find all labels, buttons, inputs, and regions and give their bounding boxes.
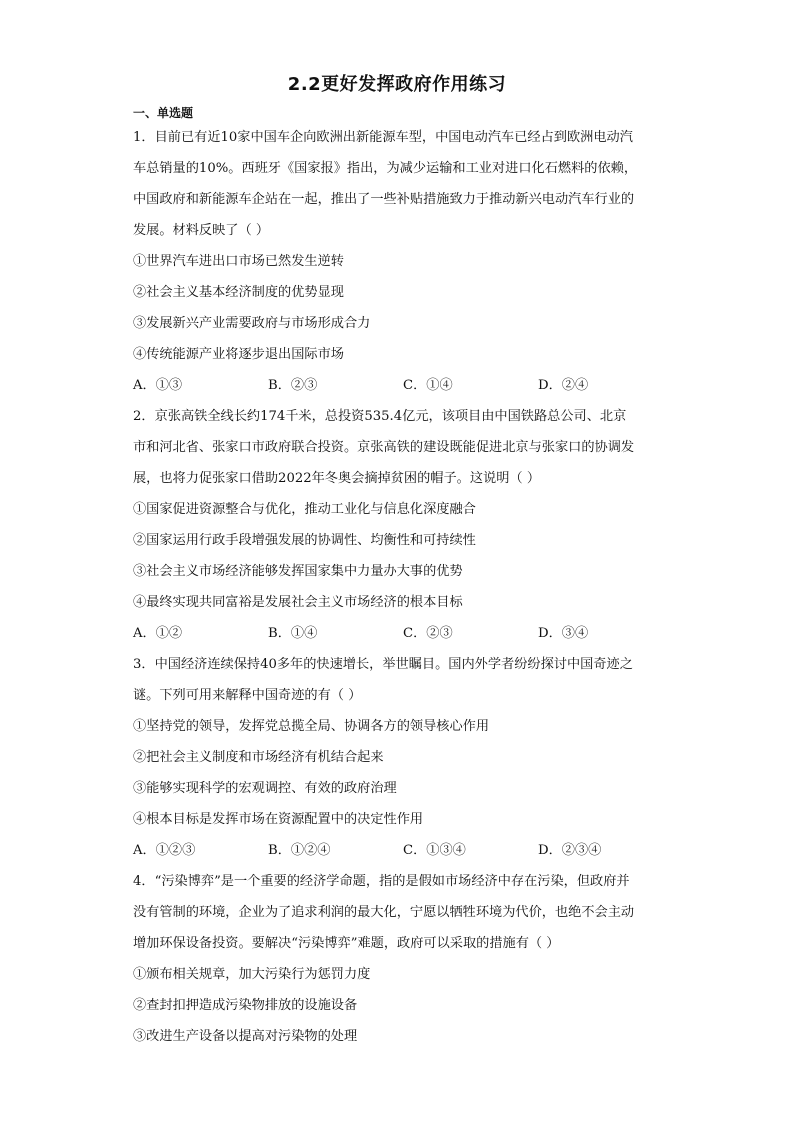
answer-option[interactable]: D．②④	[538, 378, 589, 393]
question-stem-line: 车总销量的10%。西班牙《国家报》指出，为减少运输和工业对进口化石燃料的依赖，	[133, 161, 638, 176]
question-stem-line: 增加环保设备投资。要解决“污染博弈”难题，政府可以采取的措施有（ ）	[133, 936, 560, 951]
answer-options	[133, 840, 673, 871]
question-stem-line: 3．中国经济连续保持40多年的快速增长，举世瞩目。国内外学者纷纷探讨中国奇迹之	[133, 657, 633, 672]
statement-item: ③社会主义市场经济能够发挥国家集中力量办大事的优势	[133, 564, 463, 579]
answer-option[interactable]: C．①③④	[403, 843, 466, 858]
statement-item: ④根本目标是发挥市场在资源配置中的决定性作用	[133, 812, 424, 827]
statement-item: ②国家运用行政手段增强发展的协调性、均衡性和可持续性	[133, 533, 476, 548]
question-stem-line: 中国政府和新能源车企站在一起，推出了一些补贴措施致力于推动新兴电动汽车行业的	[133, 192, 635, 207]
question-stem-line: 发展。材料反映了（ ）	[133, 223, 270, 238]
statement-item: ②查封扣押造成污染物排放的设施设备	[133, 998, 358, 1013]
answer-option[interactable]: B．②③	[268, 378, 318, 393]
question-1	[133, 127, 673, 406]
question-stem-line: 展，也将力促张家口借助2022年冬奥会摘掉贫困的帽子。这说明（ ）	[133, 471, 541, 486]
statement-item: ②把社会主义制度和市场经济有机结合起来	[133, 750, 384, 765]
question-4	[133, 871, 673, 1057]
statement-item: ③改进生产设备以提高对污染物的处理	[133, 1029, 358, 1044]
answer-options	[133, 623, 673, 654]
statement-item: ①坚持党的领导，发挥党总揽全局、协调各方的领导核心作用	[133, 719, 490, 734]
question-stem-line: 2．京张高铁全线长约174千米，总投资535.4亿元，该项目由中国铁路总公司、北京	[133, 409, 627, 424]
page-title: 2.2更好发挥政府作用练习	[287, 74, 507, 95]
statement-item: ③发展新兴产业需要政府与市场形成合力	[133, 316, 371, 331]
section-heading: 一、单选题	[133, 106, 194, 120]
answer-options	[133, 375, 673, 406]
answer-option[interactable]: B．①②④	[268, 843, 331, 858]
answer-option[interactable]: A．①③	[133, 378, 183, 393]
answer-option[interactable]: C．①④	[403, 378, 453, 393]
statement-item: ②社会主义基本经济制度的优势显现	[133, 285, 344, 300]
answer-option[interactable]: A．①②③	[133, 843, 196, 858]
question-2	[133, 406, 673, 654]
statement-item: ③能够实现科学的宏观调控、有效的政府治理	[133, 781, 397, 796]
question-list	[133, 127, 673, 1057]
statement-item: ①世界汽车进出口市场已然发生逆转	[133, 254, 344, 269]
answer-option[interactable]: A．①②	[133, 626, 183, 641]
question-3	[133, 654, 673, 871]
statement-item: ①国家促进资源整合与优化，推动工业化与信息化深度融合	[133, 502, 476, 517]
answer-option[interactable]: D．②③④	[538, 843, 602, 858]
question-stem-line: 4．“污染博弈”是一个重要的经济学命题，指的是假如市场经济中存在污染，但政府并	[133, 874, 630, 889]
answer-option[interactable]: B．①④	[268, 626, 318, 641]
question-stem-line: 市和河北省、张家口市政府联合投资。京张高铁的建设既能促进北京与张家口的协调发	[133, 440, 635, 455]
question-stem-line: 1．目前已有近10家中国车企向欧洲出新能源车型，中国电动汽车已经占到欧洲电动汽	[133, 130, 633, 145]
statement-item: ④传统能源产业将逐步退出国际市场	[133, 347, 344, 362]
question-stem-line: 谜。下列可用来解释中国奇迹的有（ ）	[133, 688, 362, 703]
answer-option[interactable]: C．②③	[403, 626, 453, 641]
statement-item: ④最终实现共同富裕是发展社会主义市场经济的根本目标	[133, 595, 463, 610]
question-stem-line: 没有管制的环境，企业为了追求利润的最大化，宁愿以牺牲环境为代价，也绝不会主动	[133, 905, 635, 920]
answer-option[interactable]: D．③④	[538, 626, 589, 641]
statement-item: ①颁布相关规章，加大污染行为惩罚力度	[133, 967, 371, 982]
